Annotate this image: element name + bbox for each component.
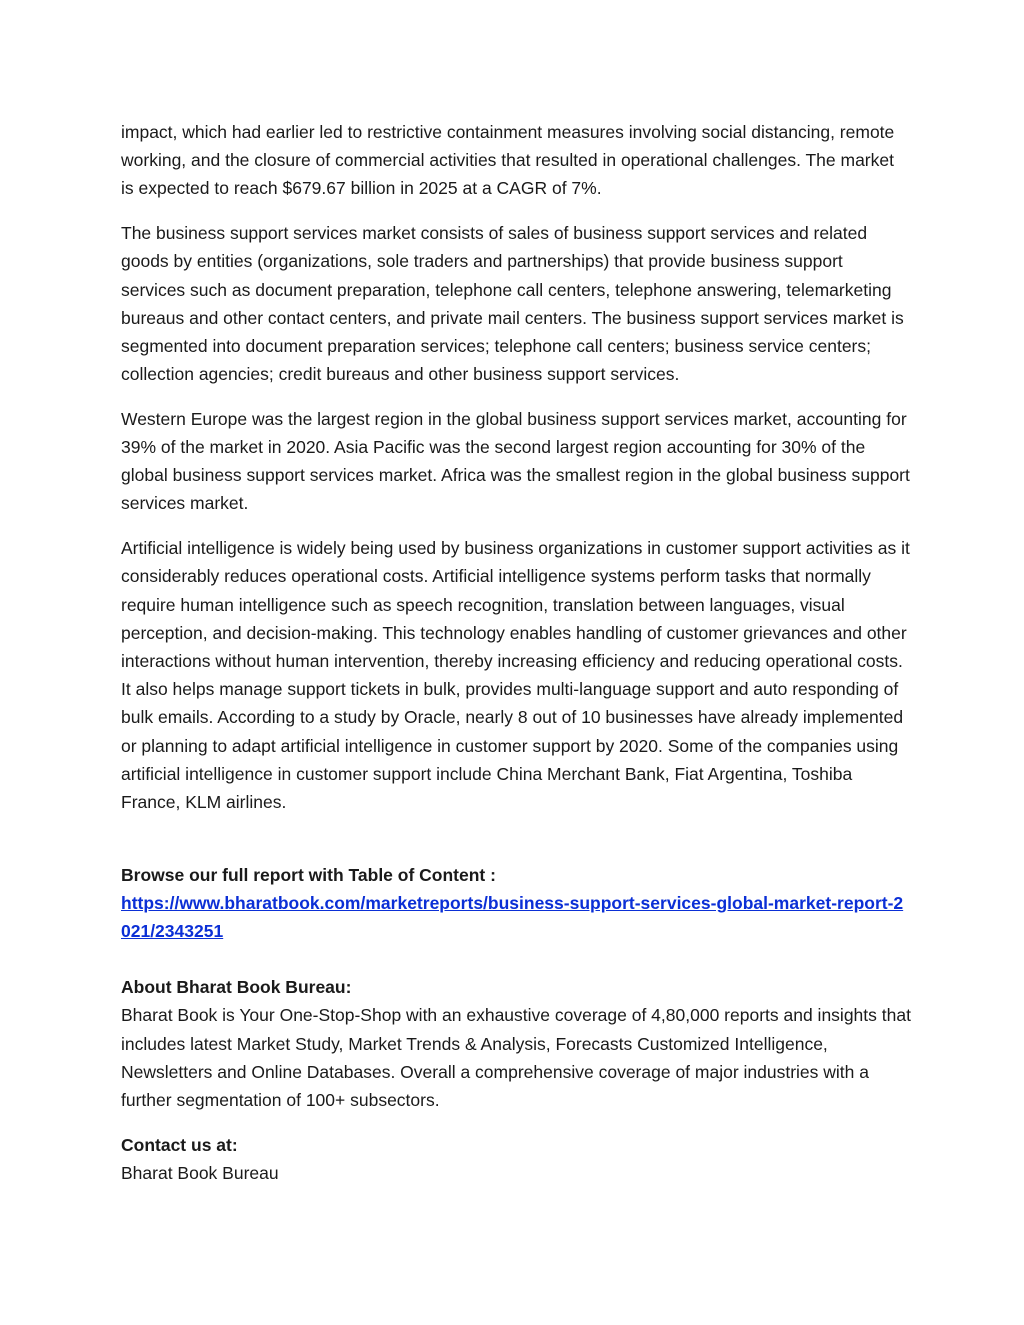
contact-label: Contact us at: <box>121 1134 238 1155</box>
report-link[interactable]: https://www.bharatbook.com/marketreports/business-support-services-global-market-report-2021/2343251 <box>121 892 904 942</box>
contact-section <box>121 1131 911 1187</box>
paragraph-market-definition: The business support services market consists of sales of business support services and related goods by entities (organizations, sole traders and partnerships) that provide business support services such as document preparation, telephone call centers, telephone answering, telemarketing bureaus and other contact centers, and private mail centers. The business support services market is segmented into document preparation services; telephone call centers; business service centers; collection agencies; credit bureaus and other business support services. <box>121 223 904 385</box>
about-section <box>121 973 911 1114</box>
paragraph-covid-impact: impact, which had earlier led to restrictive containment measures involving social distancing, remote working, and the closure of commercial activities that resulted in operational challenges. The market is expected to reach $679.67 billion in 2025 at a CAGR of 7%. <box>121 122 895 199</box>
browse-label: Browse our full report with Table of Content : <box>121 864 496 885</box>
browse-section <box>121 861 911 946</box>
paragraph-artificial-intelligence: Artificial intelligence is widely being used by business organizations in customer support activities as it considerably reduces operational costs. Artificial intelligence systems perform tasks that normally require human intelligence such as speech recognition, translation between languages, visual perception, and decision-making. This technology enables handling of customer grievances and other interactions without human intervention, thereby increasing efficiency and reducing operational costs. It also helps manage support tickets in bulk, provides multi-language support and auto responding of bulk emails. According to a study by Oracle, nearly 8 out of 10 businesses have already implemented or planning to adapt artificial intelligence in customer support by 2020. Some of the companies using artificial intelligence in customer support include China Merchant Bank, Fiat Argentina, Toshiba France, KLM airlines. <box>121 538 910 812</box>
paragraph-regions: Western Europe was the largest region in the global business support services market, accounting for 39% of the market in 2020. Asia Pacific was the second largest region accounting for 30% of the global business support services market. Africa was the smallest region in the global business support services market. <box>121 408 910 514</box>
about-label: About Bharat Book Bureau: <box>121 977 352 998</box>
about-text: Bharat Book is Your One-Stop-Shop with an exhaustive coverage of 4,80,000 reports and insights that includes latest Market Study, Market Trends & Analysis, Forecasts Customized Intelligence, Newsletters and Online Databases. Overall a comprehensive coverage of major industries with a further segmentation of 100+ subsectors. <box>121 1005 911 1111</box>
contact-name: Bharat Book Bureau <box>121 1163 279 1183</box>
document-page <box>121 118 911 1187</box>
spacer <box>121 833 911 861</box>
spacer <box>121 945 911 973</box>
